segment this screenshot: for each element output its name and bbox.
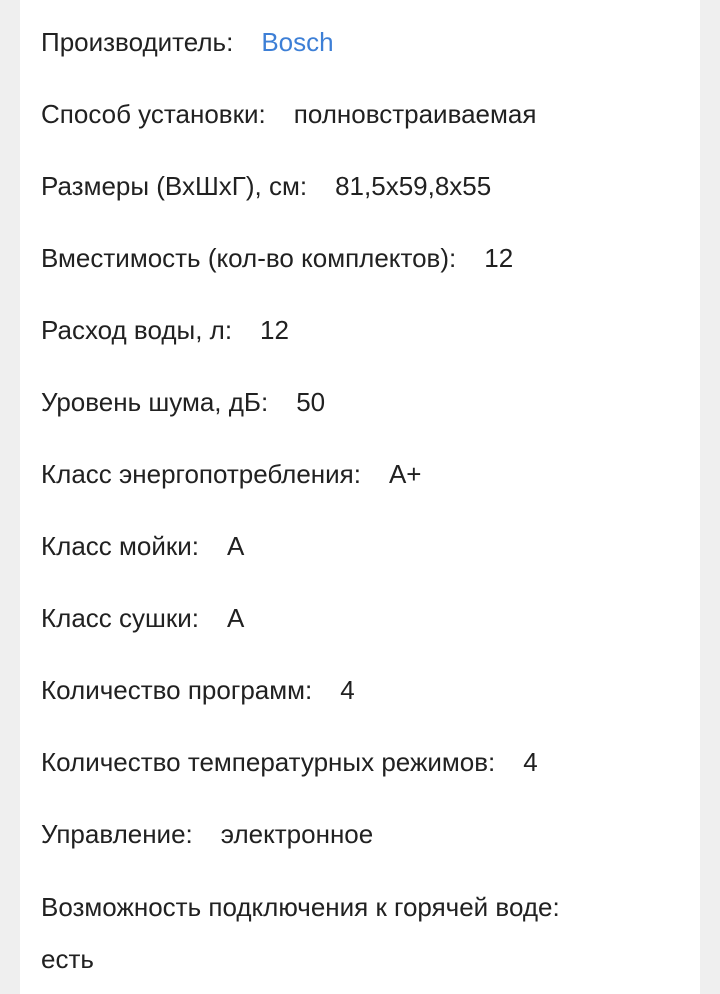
spec-label: Класс энергопотребления: bbox=[41, 459, 361, 489]
spec-label: Вместимость (кол-во комплектов): bbox=[41, 243, 457, 273]
specs-panel bbox=[20, 0, 700, 994]
spec-row-programs bbox=[41, 665, 676, 715]
spec-label: Размеры (ВхШхГ), см: bbox=[41, 171, 308, 201]
spec-value: A bbox=[226, 531, 245, 561]
spec-label: Расход воды, л: bbox=[41, 315, 233, 345]
spec-label: Возможность подключения к горячей воде: bbox=[41, 892, 560, 922]
spec-label: Количество программ: bbox=[41, 675, 313, 705]
spec-row-drying-class bbox=[41, 593, 676, 643]
spec-label: Уровень шума, дБ: bbox=[41, 387, 269, 417]
spec-value: A bbox=[226, 603, 245, 633]
spec-row-installation bbox=[41, 89, 676, 139]
spec-row-hot-water-connection bbox=[41, 881, 676, 985]
spec-value: 81,5х59,8х55 bbox=[335, 171, 492, 201]
spec-row-temperature-modes bbox=[41, 737, 676, 787]
spec-value: полновстраиваемая bbox=[293, 99, 537, 129]
spec-row-capacity bbox=[41, 233, 676, 283]
spec-value: A+ bbox=[388, 459, 422, 489]
spec-label: Управление: bbox=[41, 819, 193, 849]
spec-label: Способ установки: bbox=[41, 99, 266, 129]
spec-row-manufacturer bbox=[41, 17, 676, 67]
spec-value: 4 bbox=[340, 675, 355, 705]
spec-value: 12 bbox=[260, 315, 289, 345]
spec-row-washing-class bbox=[41, 521, 676, 571]
spec-value: 4 bbox=[523, 747, 538, 777]
spec-value: 12 bbox=[484, 243, 514, 273]
spec-row-energy-class bbox=[41, 449, 676, 499]
manufacturer-link[interactable]: Bosch bbox=[261, 27, 334, 57]
spec-row-dimensions bbox=[41, 161, 676, 211]
spec-label: Класс сушки: bbox=[41, 603, 199, 633]
spec-label: Класс мойки: bbox=[41, 531, 199, 561]
spec-value: 50 bbox=[296, 387, 326, 417]
spec-label: Количество температурных режимов: bbox=[41, 747, 496, 777]
spec-row-control bbox=[41, 809, 676, 859]
spec-label: Производитель: bbox=[41, 27, 234, 57]
spec-value: есть bbox=[41, 944, 94, 974]
spec-row-noise-level bbox=[41, 377, 676, 427]
spec-value: электронное bbox=[220, 819, 374, 849]
spec-row-water-usage bbox=[41, 305, 676, 355]
